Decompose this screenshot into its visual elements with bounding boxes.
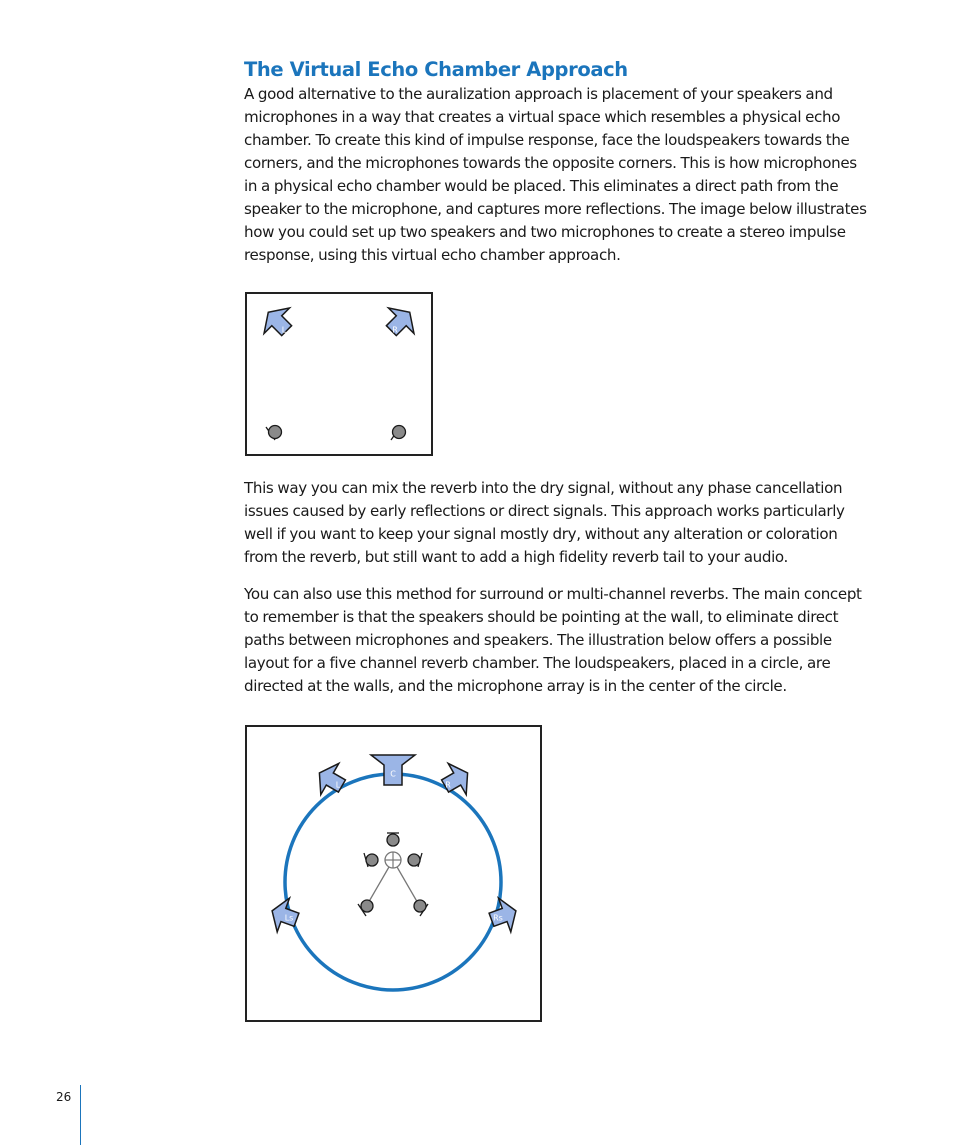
- page-number: 26: [56, 1090, 72, 1104]
- microphone-center: [387, 833, 399, 846]
- speaker-right: [379, 300, 423, 344]
- microphone-left: [364, 853, 378, 867]
- speaker-left-label: L: [281, 325, 287, 335]
- speaker-circle: [285, 774, 501, 990]
- speaker-right-surround-label: Rs: [493, 913, 503, 923]
- microphone-right-surround: [414, 900, 428, 916]
- microphone-left-surround: [358, 900, 373, 916]
- speaker-left-label: L: [335, 780, 341, 790]
- paragraph-mixing: This way you can mix the reverb into the dry signal, without any phase cancellation issues caused by early reflections or direct signals. This approach works particularly well if you want to keep your signal mostly dry, without any alteration or coloration from the reverb, but still want to add a high fidelity reverb tail to your audio.: [244, 479, 845, 566]
- stereo-echo-chamber-diagram: [245, 292, 433, 456]
- footer-rule: [80, 1085, 81, 1145]
- section-heading: The Virtual Echo Chamber Approach: [244, 58, 628, 81]
- paragraph-surround: You can also use this method for surround or multi-channel reverbs. The main concept to remember is that the speakers should be pointing at the wall, to eliminate direct paths between microphones and speakers. The illustration below offers a possible layout for a five channel reverb chamber. The loudspeakers, placed in a circle, are directed at the walls, and the microphone array is in the center of the circle.: [244, 585, 862, 695]
- speaker-left: [256, 300, 300, 344]
- speaker-right-label: R: [445, 780, 451, 790]
- speaker-left-surround-label: Ls: [284, 913, 294, 923]
- paragraph-intro: A good alternative to the auralization approach is placement of your speakers and microphones in a way that creates a virtual space which resembles a physical echo chamber. To create this kind of impulse response, face the loudspeakers towards the corners, and the microphones towards the opposite corners. This is how microphones in a physical echo chamber would be placed. This eliminates a direct path from the speaker to the microphone, and captures more reflections. The image below illustrates how you could set up two speakers and two microphones to create a stereo impulse response, using this virtual echo chamber approach.: [244, 85, 867, 264]
- microphone-left: [266, 426, 282, 441]
- microphone-right: [391, 426, 406, 441]
- speaker-center-label: C: [390, 769, 396, 779]
- surround-echo-chamber-diagram: [245, 725, 542, 1022]
- speaker-right-label: R: [392, 325, 398, 335]
- microphone-right: [408, 853, 422, 867]
